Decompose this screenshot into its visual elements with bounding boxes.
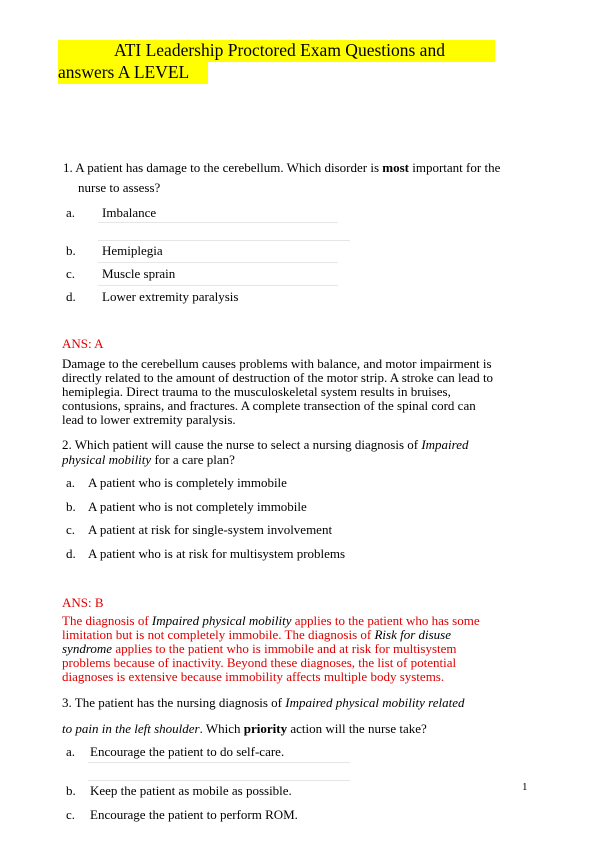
explanation-text: applies to the patient who is immobile and at risk for multisystem (112, 641, 457, 656)
explanation-line: lead to lower extremity paralysis. (62, 412, 236, 427)
option-text: Encourage the patient to do self-care. (90, 744, 285, 759)
option-a (66, 744, 284, 759)
explanation-line: contusions, sprains, and fractures. A complete transection of the spinal cord can (62, 398, 476, 413)
question-number: 1. (63, 160, 73, 175)
explanation-italic: Risk for disuse (374, 627, 452, 642)
title-line-1: ATI Leadership Proctored Exam Questions and (58, 40, 495, 62)
explanation-text: limitation but is not completely immobile. The diagnosis of (62, 627, 375, 642)
option-letter: a. (66, 744, 76, 759)
option-text: Lower extremity paralysis (102, 289, 239, 304)
option-text: Muscle sprain (102, 266, 176, 281)
explanation-line: diagnoses is extensive because immobility affects multiple body systems. (62, 669, 445, 684)
option-text: Imbalance (102, 205, 157, 220)
explanation-line (62, 642, 532, 656)
option-text: Encourage the patient to perform ROM. (90, 807, 298, 822)
question-number: 2. (62, 437, 72, 452)
option-text: A patient who is at risk for multisystem problems (88, 546, 346, 561)
question-text: important for the (409, 160, 501, 175)
option-text: Hemiplegia (102, 243, 163, 258)
explanation-text: The diagnosis of (62, 613, 152, 628)
option-letter: b. (66, 499, 76, 514)
explanation-italic: Impaired physical mobility (151, 613, 292, 628)
divider (98, 285, 338, 286)
divider (98, 240, 350, 241)
question-emphasis: priority (243, 721, 288, 736)
explanation-line: directly related to the amount of destruction of the motor strip. A stroke can lead to (62, 370, 494, 385)
question-text: . Which (199, 721, 244, 736)
explanation (62, 614, 532, 684)
explanation-line: Damage to the cerebellum causes problems with balance, and motor impairment is (62, 356, 492, 371)
divider (98, 222, 338, 223)
question-text: for a care plan? (151, 452, 235, 467)
question-emphasis: most (382, 160, 409, 175)
divider (88, 762, 350, 763)
question-text: action will the nurse take? (287, 721, 427, 736)
option-text: A patient who is not completely immobile (88, 499, 307, 514)
question-number: 3. (62, 695, 72, 710)
question-1 (63, 160, 500, 175)
option-d (66, 546, 345, 561)
question-text: A patient has damage to the cerebellum. Which disorder is (75, 160, 383, 175)
option-letter: a. (66, 205, 76, 220)
question-2 (62, 437, 469, 452)
explanation-line (62, 614, 532, 628)
explanation-line: problems because of inactivity. Beyond these diagnoses, the list of potential (62, 655, 457, 670)
question-italic: physical mobility (62, 452, 152, 467)
option-c (66, 807, 298, 822)
option-letter: b. (66, 243, 76, 258)
explanation-italic: syndrome (62, 641, 113, 656)
option-c (66, 522, 332, 537)
page-number: 1 (522, 781, 528, 793)
question-italic: to pain in the left shoulder (62, 721, 200, 736)
question-text: Which patient will cause the nurse to select a nursing diagnosis of (74, 437, 422, 452)
option-letter: d. (66, 289, 76, 304)
explanation-text: applies to the patient who has some (291, 613, 480, 628)
option-letter: b. (66, 783, 76, 798)
option-text: Keep the patient as mobile as possible. (90, 783, 292, 798)
option-letter: d. (66, 546, 76, 561)
option-letter: c. (66, 266, 76, 281)
explanation-line (62, 628, 532, 642)
option-a (66, 205, 156, 220)
explanation-line: hemiplegia. Direct trauma to the musculoskeletal system results in bruises, (62, 384, 451, 399)
option-letter: a. (66, 475, 76, 490)
divider (88, 780, 350, 781)
question-italic: Impaired (421, 437, 469, 452)
title-line-2: answers A LEVEL (58, 62, 208, 84)
question-1-line-2: nurse to assess? (78, 180, 161, 195)
divider (98, 262, 338, 263)
question-2-line-2 (62, 452, 235, 467)
question-3 (62, 695, 464, 710)
option-letter: c. (66, 522, 76, 537)
option-letter: c. (66, 807, 76, 822)
option-text: A patient who is completely immobile (88, 475, 287, 490)
answer-label: ANS: B (62, 595, 104, 610)
option-b (66, 243, 163, 258)
option-a (66, 475, 287, 490)
question-text: The patient has the nursing diagnosis of (74, 695, 286, 710)
option-b (66, 783, 292, 798)
question-3-line-2 (62, 721, 427, 736)
option-b (66, 499, 307, 514)
option-c (66, 266, 175, 281)
question-italic: Impaired physical mobility related (285, 695, 465, 710)
answer-label: ANS: A (62, 336, 104, 351)
option-text: A patient at risk for single-system involvement (88, 522, 333, 537)
option-d (66, 289, 238, 304)
explanation (62, 357, 532, 427)
